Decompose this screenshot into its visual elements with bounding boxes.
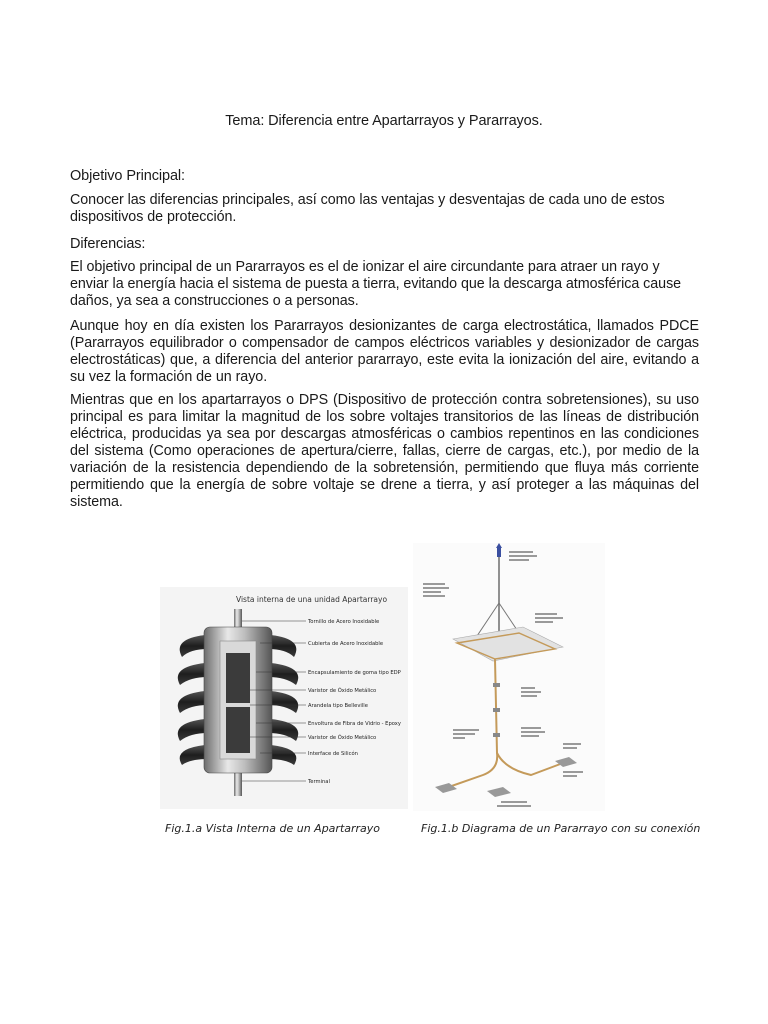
- label-terminal: Terminal: [308, 779, 330, 785]
- down-conductor: [443, 659, 497, 789]
- varistor-lower: [226, 707, 250, 753]
- label-arandela: Arandela tipo Belleville: [308, 703, 368, 709]
- paragraph-pdce: Aunque hoy en día existen los Pararrayos desionizantes de carga electrostática, llamados PDCE (Pararrayos equilibrador o compensador de campos eléctricos variables y desionizador de cargas electrostáticas) que, a diferencia del anterior pararrayo, este evita la ionización del aire, evitando a su vez la formación de un rayo.: [70, 318, 699, 385]
- document-title: Tema: Diferencia entre Apartarrayos y Pararrayos.: [225, 113, 543, 129]
- objective-heading: Objetivo Principal:: [70, 168, 185, 184]
- label-interface: Interface de Silicón: [308, 751, 358, 757]
- figure-apartarrayo-internal: [160, 587, 408, 809]
- label-envoltura: Envoltura de Fibra de Vidrio - Epoxy: [308, 721, 401, 727]
- bottom-bolt: [234, 772, 242, 796]
- label-encapsulamiento: Encapsulamiento de goma tipo EDP: [308, 670, 401, 676]
- differences-heading: Diferencias:: [70, 236, 146, 252]
- label-cubierta: Cubierta de Acero Inoxidable: [308, 641, 384, 647]
- figure-b-caption: Fig.1.b Diagrama de un Pararrayo con su conexión: [421, 822, 701, 835]
- objective-text: Conocer las diferencias principales, así como las ventajas y desventajas de cada uno de estos dispositivos de protección.: [70, 192, 665, 225]
- paragraph-pararrayos: El objetivo principal de un Pararrayos es el de ionizar el aire circundante para atraer un rayo y enviar la energía hacia el sistema de puesta a tierra, evitando que la descarga atmosférica cause daños, ya sea a construcciones o a personas.: [70, 259, 682, 309]
- lightning-rod-tip: [497, 547, 501, 557]
- diagram-label-marks: [423, 551, 583, 807]
- label-varistor-2: Varistor de Óxido Metálico: [308, 735, 377, 741]
- ground-conductor: [497, 753, 563, 775]
- varistor-upper: [226, 653, 250, 703]
- figure-a-caption: Fig.1.a Vista Interna de un Apartarrayo: [165, 822, 381, 835]
- figure-a-title: Vista interna de una unidad Apartarrayo: [236, 595, 388, 604]
- figure-pararrayo-diagram: [413, 543, 605, 811]
- label-varistor-1: Varistor de Óxido Metálico: [308, 688, 377, 694]
- paragraph-apartarrayos: Mientras que en los apartarrayos o DPS (Dispositivo de protección contra sobretensiones), su uso principal es para limitar la magnitud de los sobre voltajes transitorios de las líneas de distribución eléctrica, producidas ya sea por descargas atmosféricas o cambios repentinos en las condiciones del sistema (Como operaciones de apertura/cierre, fallas, cierre de cargas, etc.), por medio de la variación de la resistencia dependiendo de la sobretensión, permitiendo que fluya más corriente permitiendo que la energía de sobre voltaje se drene a tierra, y así proteger a las máquinas del sistema.: [70, 392, 699, 510]
- roof-plate: [453, 627, 563, 661]
- label-tornillo: Tornillo de Acero Inoxidable: [308, 619, 380, 625]
